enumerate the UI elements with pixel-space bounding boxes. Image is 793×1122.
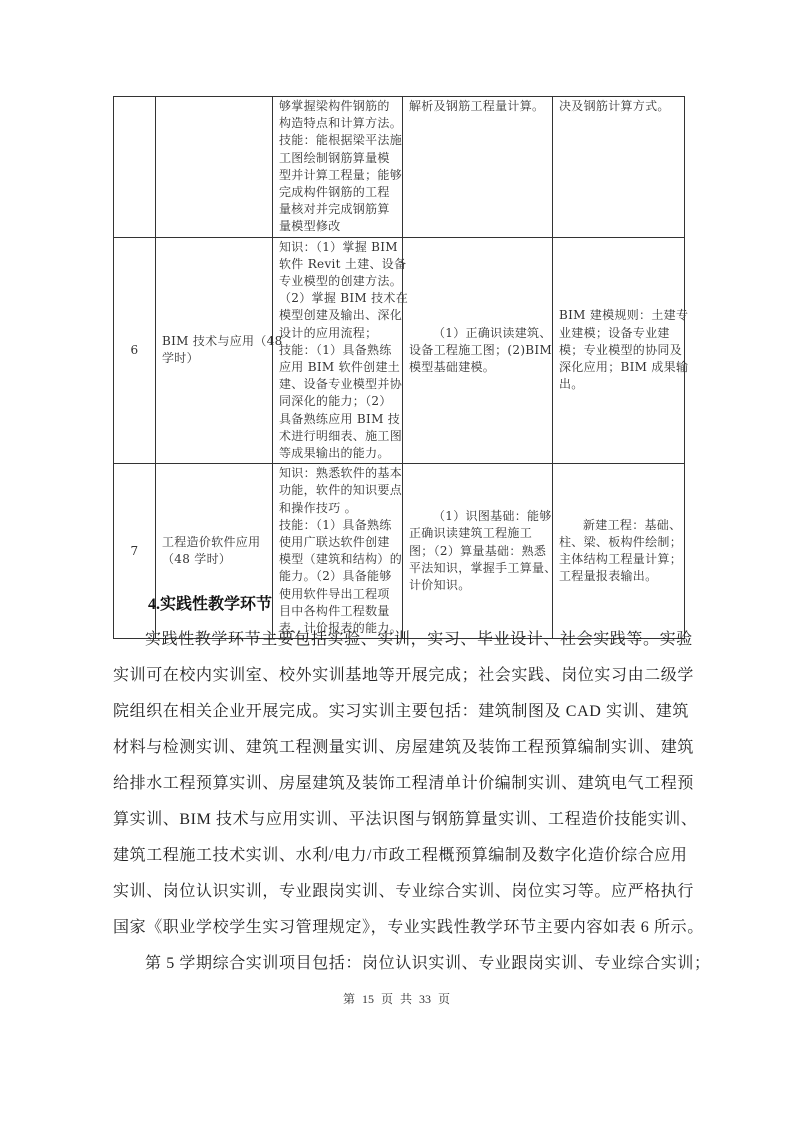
- text-line: 使用广联达软件创建: [279, 535, 390, 550]
- course-requirements: [403, 97, 553, 238]
- text-line: 材料与检测实训、建筑工程测量实训、房屋建筑及装饰工程预算编制实训、建筑: [113, 739, 695, 756]
- text-line: BIM 技术与应用（48: [162, 334, 283, 349]
- text-line: 学时）: [162, 351, 199, 366]
- course-requirements: [403, 464, 557, 639]
- course-requirements: [403, 237, 553, 464]
- text-line: 够掌握梁构件钢筋的: [279, 99, 390, 113]
- text-line: 技能：能根据梁平法施: [279, 133, 403, 148]
- course-name: [156, 237, 283, 464]
- text-line: 工程量报表输出。: [559, 569, 658, 584]
- text-line: 计价知识。: [409, 578, 471, 593]
- text-line: 平法知识，掌握手工算量、: [409, 560, 557, 575]
- text-line: 正确识读建筑工程施工: [409, 526, 533, 541]
- course-number: [114, 97, 156, 238]
- text-line: 新建工程：基础、: [583, 517, 682, 532]
- text-line: （1）识图基础：能够: [433, 509, 552, 524]
- text-line: 主体结构工程量计算；: [559, 552, 683, 567]
- text-line: 决及钢筋计算方式。: [559, 99, 670, 113]
- table-row: [114, 237, 685, 464]
- text-line: 应用 BIM 软件创建土: [279, 360, 401, 375]
- text-line: 专业模型的创建方法。: [279, 274, 403, 289]
- text-line: 软件 Revit 土建、设备: [279, 256, 407, 271]
- text-line: 解析及钢筋工程量计算。: [409, 99, 545, 113]
- section-heading: 4.实践性教学环节: [148, 596, 273, 613]
- text-line: 院组织在相关企业开展完成。实习实训主要包括：建筑制图及 CAD 实训、建筑: [113, 703, 689, 720]
- text-line: （1）正确识读建筑、: [433, 325, 552, 340]
- text-line: 模；专业模型的协同及: [559, 342, 683, 357]
- text-line: 算实训、BIM 技术与应用实训、平法识图与钢筋算量实训、工程造价技能实训、: [113, 811, 698, 828]
- text-line: 知识：熟悉软件的基本: [279, 466, 403, 481]
- text-line: 同深化的能力；（2）: [279, 394, 392, 409]
- course-objectives: [273, 237, 409, 464]
- text-line: 实践性教学环节主要包括实验、实训，实习、毕业设计、社会实践等。实验: [145, 631, 693, 648]
- course-name: [156, 97, 273, 238]
- text-line: 使用软件导出工程项: [279, 586, 390, 601]
- text-line: 国家《职业学校学生实习管理规定》，专业实践性教学环节主要内容如表 6 所示。: [113, 919, 704, 936]
- text-line: 技能：（1）具备熟练: [279, 517, 392, 532]
- text-line: 表、计价报表的能力。: [279, 621, 403, 636]
- text-line: 出。: [559, 377, 584, 392]
- text-line: 模型创建及输出、深化: [279, 308, 403, 323]
- table-row: [114, 97, 685, 238]
- text-line: 量模型修改: [279, 219, 341, 234]
- text-line: 知识：（1）掌握 BIM: [279, 239, 398, 254]
- text-line: 建、设备专业模型并协: [279, 377, 403, 392]
- text-line: 模型（建筑和结构）的: [279, 552, 403, 567]
- text-line: （48 学时）: [162, 552, 232, 567]
- text-line: 量核对并完成钢筋算: [279, 202, 390, 217]
- course-table: [113, 96, 689, 639]
- course-objectives: [273, 464, 403, 639]
- text-line: 设计的应用流程；: [279, 325, 378, 340]
- text-line: （2）掌握 BIM 技术在: [279, 291, 409, 306]
- text-line: 业建模；设备专业建: [559, 325, 670, 340]
- text-line: 等成果输出的能力。: [279, 446, 390, 461]
- course-number: 7: [114, 464, 156, 639]
- text-line: 图；（2）算量基础：熟悉: [409, 543, 547, 558]
- text-line: 术进行明细表、施工图: [279, 428, 403, 443]
- text-line: 工图绘制钢筋算量模: [279, 150, 390, 165]
- text-line: 模型基础建模。: [409, 360, 496, 375]
- text-line: 建筑工程施工技术实训、水利/电力/市政工程概预算编制及数字化造价综合应用: [113, 847, 688, 864]
- text-line: 和操作技巧 。: [279, 500, 357, 515]
- text-line: 柱、梁、板构件绘制；: [559, 535, 683, 550]
- text-line: 型并计算工程量；能够: [279, 167, 403, 182]
- text-line: 第 5 学期综合实训项目包括：岗位认识实训、专业跟岗实训、专业综合实训；: [145, 955, 711, 972]
- course-number: 6: [114, 237, 156, 464]
- text-line: 目中各构件工程数量: [279, 603, 390, 618]
- text-line: 完成构件钢筋的工程: [279, 185, 390, 200]
- text-line: 具备熟练应用 BIM 技: [279, 411, 401, 426]
- course-content: [553, 97, 685, 238]
- text-line: 实训、岗位认识实训，专业跟岗实训、专业综合实训、岗位实习等。应严格执行: [113, 883, 695, 900]
- text-line: 技能：（1）具备熟练: [279, 342, 392, 357]
- text-line: 深化应用；BIM 成果输: [559, 360, 689, 375]
- course-objectives: [273, 97, 403, 238]
- text-line: BIM 建模规则：土建专: [559, 308, 689, 323]
- text-line: 设备工程施工图；(2)BIM: [409, 342, 553, 357]
- text-line: 能力。（2）具备能够: [279, 569, 392, 584]
- text-line: 给排水工程预算实训、房屋建筑及装饰工程清单计价编制实训、建筑电气工程预: [113, 775, 695, 792]
- text-line: 构造特点和计算方法。: [279, 116, 403, 131]
- text-line: 工程造价软件应用: [162, 535, 261, 550]
- text-line: 功能，软件的知识要点: [279, 483, 403, 498]
- text-line: 实训可在校内实训室、校外实训基地等开展完成；社会实践、岗位实习由二级学: [113, 667, 695, 684]
- page-footer: 第 15 页 共 33 页: [342, 992, 450, 1006]
- course-content: [553, 237, 689, 464]
- course-content: [553, 464, 685, 639]
